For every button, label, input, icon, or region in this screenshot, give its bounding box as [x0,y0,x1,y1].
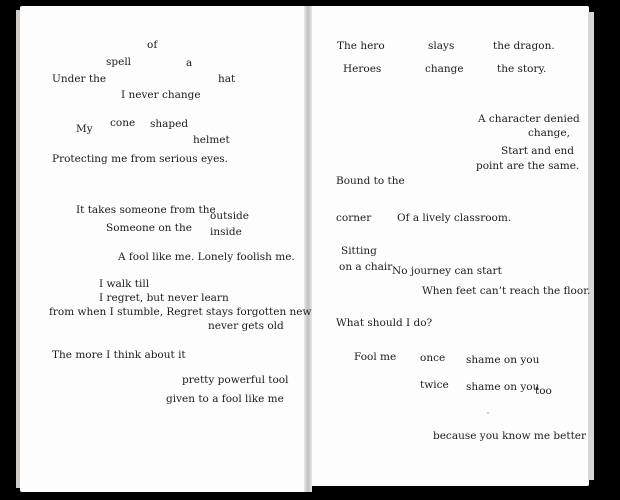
poem-line: from when I stumble, Regret stays forgotten new [49,306,312,318]
poem-line: I never change [121,89,201,101]
book-gutter [304,6,312,492]
poem-line: Of a lively classroom. [397,212,512,224]
poem-word: a [186,57,193,69]
poem-line: When feet can’t reach the floor. [422,285,591,297]
poem-word: hat [218,73,236,85]
poem-word: of [147,39,158,51]
book-edge-right [588,12,594,480]
poem-line: I regret, but never learn [99,292,229,304]
poem-word: the dragon. [493,40,555,52]
poem-word: spell [106,56,132,68]
poem-line: point are the same. [476,160,580,172]
poem-word: Under the [52,73,107,85]
poem-line: What should I do? [336,317,433,329]
poem-line: The more I think about it [52,349,186,361]
poem-word: shame on you [466,354,540,366]
poem-line: A fool like me. Lonely foolish me. [118,251,295,263]
poem-word: change, [528,127,570,139]
poem-word: outside [210,210,249,222]
poem-word: shaped [150,118,189,130]
poem-line: I walk till [99,278,150,290]
poem-line: never gets old [208,320,284,332]
poem-word: on a chair [339,261,393,273]
poem-line: Protecting me from serious eyes. [52,153,229,165]
poem-line: pretty powerful tool [182,374,289,386]
poem-word: the story. [497,63,547,75]
poem-word: Fool me [354,351,397,363]
poem-word: once [420,352,446,364]
poem-word: Heroes [343,63,382,75]
poem-word: twice [420,379,449,391]
poem-word: inside [210,226,242,238]
poem-line: given to a fool like me [166,393,284,405]
poem-word: slays [428,40,455,52]
poem-word: corner [336,212,372,224]
poem-word: cone [110,117,136,129]
poem-word: Sitting [341,245,377,257]
poem-word: My [76,123,93,135]
poem-line: Start and end [501,145,575,157]
poem-word: helmet [193,134,230,146]
poem-line: It takes someone from the [76,204,216,216]
speck-mark [487,412,489,414]
poem-word: shame on you [466,381,540,393]
poem-line: Someone on the [106,222,192,234]
poem-line: No journey can start [392,265,502,277]
poem-word: change [425,63,464,75]
poem-line: because you know me better [433,430,587,442]
poem-line: A character denied [478,113,580,125]
poem-line: Bound to the [336,175,405,187]
poem-word: The hero [337,40,385,52]
poem-word: too [535,385,552,397]
